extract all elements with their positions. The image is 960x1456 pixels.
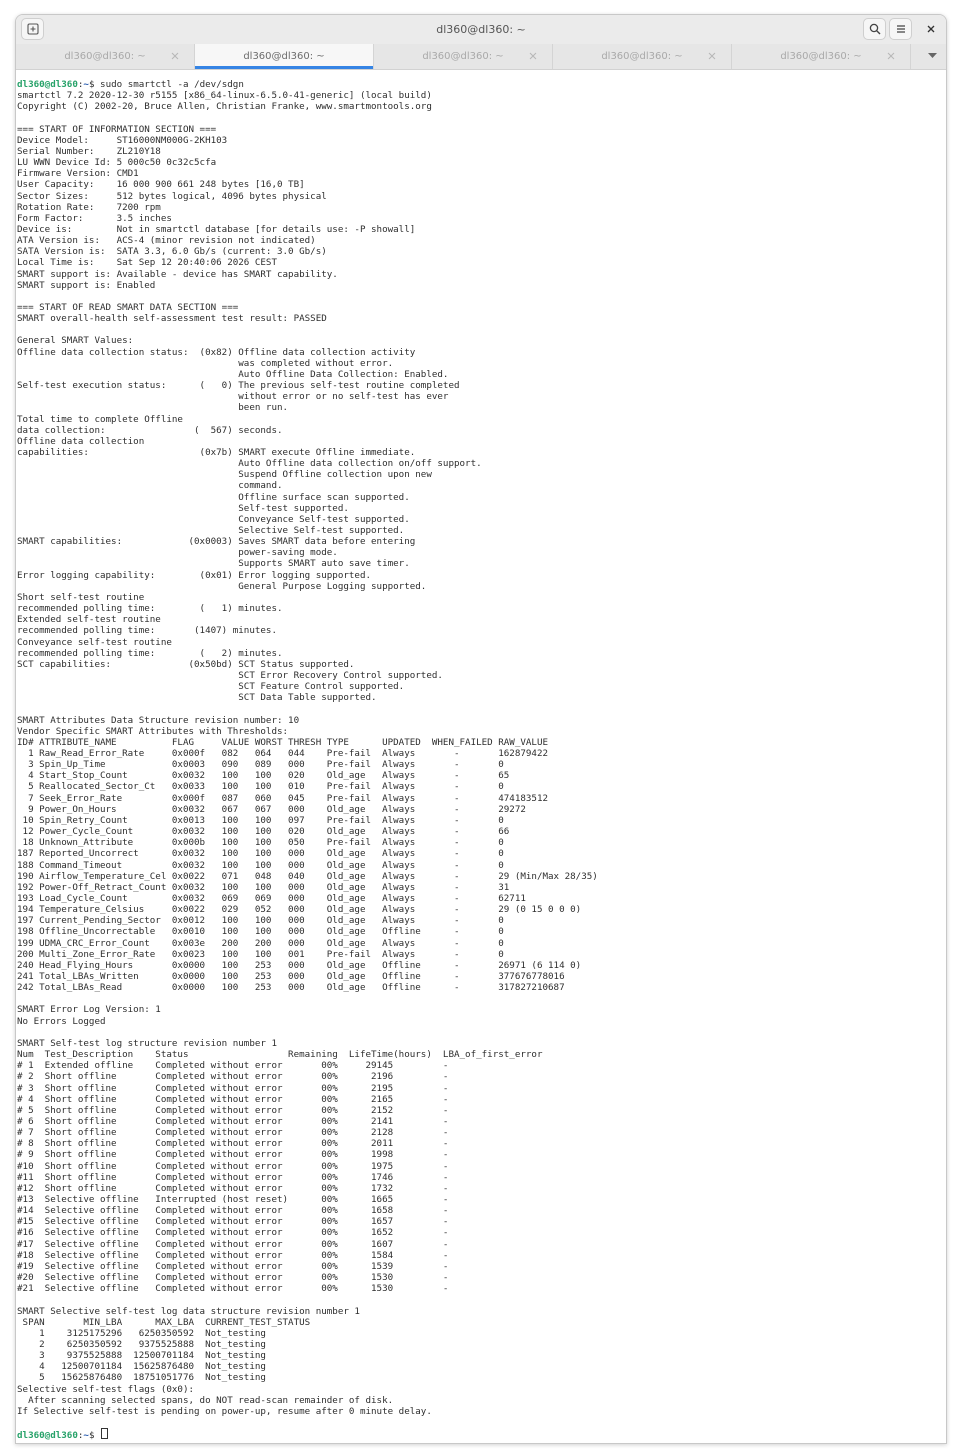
tab-4[interactable] <box>553 44 732 69</box>
terminal-line: Auto Offline Data Collection: Enabled. <box>17 368 449 380</box>
terminal-line: 242 Total_LBAs_Read 0x0000 100 253 000 Old_age Offline - 317827210687 <box>17 982 565 994</box>
terminal-line: data collection: ( 567) seconds. <box>17 424 283 436</box>
terminal-line: General SMART Values: <box>17 335 134 347</box>
terminal-line: Firmware Version: CMD1 <box>17 168 139 180</box>
chevron-down-icon <box>928 53 937 59</box>
terminal-line: Serial Number: ZL210Y18 <box>17 145 161 157</box>
tab-label: dl360@dl360: ~ <box>601 51 683 62</box>
terminal-line: 187 Reported_Uncorrect 0x0032 100 100 000 Old_age Always - 0 <box>17 848 504 860</box>
terminal-line: SPAN MIN_LBA MAX_LBA CURRENT_TEST_STATUS <box>17 1316 311 1328</box>
terminal-line: # 2 Short offline Completed without error 00% 2196 - <box>17 1071 449 1083</box>
terminal-line: LU WWN Device Id: 5 000c50 0c32c5cfa <box>17 157 217 169</box>
terminal-line: 240 Head_Flying_Hours 0x0000 100 253 000 Old_age Offline - 26971 (6 114 0) <box>17 959 582 971</box>
prompt-symbol: $ <box>88 79 101 90</box>
terminal-line: # 5 Short offline Completed without error 00% 2152 - <box>17 1104 449 1116</box>
terminal-line: 9 Power_On_Hours 0x0032 067 067 000 Old_age Always - 29272 <box>17 803 526 815</box>
terminal-line: SCT Feature Control supported. <box>17 681 405 693</box>
terminal-line: 18 Unknown_Attribute 0x000b 100 100 050 Pre-fail Always - 0 <box>17 837 504 849</box>
prompt-separator: : <box>77 79 84 90</box>
terminal-line: #16 Selective offline Completed without error 00% 1652 - <box>17 1227 449 1239</box>
terminal-line: Conveyance self-test routine <box>17 636 172 648</box>
terminal-line: SMART support is: Available - device has SMART capability. <box>17 268 338 280</box>
terminal-line: SCT capabilities: (0x50bd) SCT Status supported. <box>17 658 355 670</box>
terminal-line: 1 3125175296 6250350592 Not_testing <box>17 1327 266 1339</box>
terminal-line: 194 Temperature_Celsius 0x0022 029 052 000 Old_age Always - 29 (0 15 0 0 0) <box>17 904 582 916</box>
terminal-line: #13 Selective offline Interrupted (host reset) 00% 1665 - <box>17 1194 449 1205</box>
terminal-line: # 3 Short offline Completed without error 00% 2195 - <box>17 1082 449 1094</box>
terminal-line: Rotation Rate: 7200 rpm <box>17 201 161 213</box>
terminal-line: Form Factor: 3.5 inches <box>17 212 172 224</box>
terminal-line: #20 Selective offline Completed without error 00% 1530 - <box>17 1272 449 1284</box>
terminal-line: Offline surface scan supported. <box>17 491 410 503</box>
terminal-line: #17 Selective offline Completed without error 00% 1607 - <box>17 1238 449 1250</box>
terminal-line: No Errors Logged <box>17 1015 106 1027</box>
tab-close-icon[interactable] <box>170 51 180 61</box>
tab-label: dl360@dl360: ~ <box>422 51 504 62</box>
terminal-line: Num Test_Description Status Remaining LifeTime(hours) LBA_of_first_error <box>17 1049 543 1061</box>
terminal-line: 1 Raw_Read_Error_Rate 0x000f 082 064 044 Pre-fail Always - 162879422 <box>17 748 549 759</box>
hamburger-menu-icon <box>895 23 907 35</box>
terminal-line: #12 Short offline Completed without error 00% 1732 - <box>17 1182 449 1194</box>
terminal-line: SCT Data Table supported. <box>17 692 377 704</box>
terminal-line: 241 Total_LBAs_Written 0x0000 100 253 000 Old_age Offline - 377676778016 <box>17 971 565 982</box>
terminal-line: SMART overall-health self-assessment test result: PASSED <box>17 313 327 325</box>
terminal-line: If Selective self-test is pending on power-up, resume after 0 minute delay. <box>17 1405 432 1417</box>
terminal-line: #19 Selective offline Completed without error 00% 1539 - <box>17 1260 449 1272</box>
terminal-line: recommended polling time: ( 2) minutes. <box>17 647 283 659</box>
terminal-line: #15 Selective offline Completed without error 00% 1657 - <box>17 1216 449 1228</box>
terminal-line: === START OF INFORMATION SECTION === <box>17 123 217 135</box>
terminal-line: # 7 Short offline Completed without error 00% 2128 - <box>17 1127 449 1139</box>
search-button[interactable] <box>863 18 886 40</box>
menu-button[interactable] <box>889 18 912 40</box>
terminal-line: recommended polling time: ( 1) minutes. <box>17 603 283 615</box>
terminal-line: 7 Seek_Error_Rate 0x000f 087 060 045 Pre-fail Always - 474183512 <box>17 792 549 804</box>
tab-list-button[interactable] <box>922 46 942 66</box>
terminal-line: 4 12500701184 15625876480 Not_testing <box>17 1361 266 1373</box>
text-cursor <box>101 1428 108 1439</box>
terminal-line: Supports SMART auto save timer. <box>17 558 410 570</box>
terminal-line: Copyright (C) 2002-20, Bruce Allen, Christian Franke, www.smartmontools.org <box>17 101 432 113</box>
terminal-line: #11 Short offline Completed without error 00% 1746 - <box>17 1171 449 1183</box>
search-icon <box>869 23 881 35</box>
terminal-line: #14 Selective offline Completed without error 00% 1658 - <box>17 1205 449 1217</box>
terminal-line: 12 Power_Cycle_Count 0x0032 100 100 020 Old_age Always - 66 <box>17 826 510 838</box>
title-bar <box>16 15 946 45</box>
terminal-line: 5 15625876480 18751051776 Not_testing <box>17 1372 266 1384</box>
terminal-line: 3 Spin_Up_Time 0x0003 090 089 000 Pre-fail Always - 0 <box>17 759 504 771</box>
terminal-output[interactable] <box>16 79 940 1443</box>
terminal-line: SMART capabilities: (0x0003) Saves SMART data before entering <box>17 536 416 548</box>
prompt-path: ~ <box>83 1430 89 1442</box>
terminal-line: ID# ATTRIBUTE_NAME FLAG VALUE WORST THRESH TYPE UPDATED WHEN_FAILED RAW_VALUE <box>17 736 549 748</box>
terminal-line: SMART Selective self-test log data structure revision number 1 <box>17 1305 360 1317</box>
terminal-line: Self-test execution status: ( 0) The previous self-test routine completed <box>17 380 460 392</box>
prompt-user-host: dl360@dl360 <box>17 79 78 90</box>
terminal-line: 10 Spin_Retry_Count 0x0013 100 100 097 Pre-fail Always - 0 <box>17 814 504 826</box>
terminal-line: Self-test supported. <box>17 502 349 514</box>
tab-5[interactable] <box>732 44 911 69</box>
terminal-line: 199 UDMA_CRC_Error_Count 0x003e 200 200 000 Old_age Always - 0 <box>17 937 504 949</box>
terminal-line: General Purpose Logging supported. <box>17 580 427 592</box>
terminal-line: command. <box>17 480 283 492</box>
terminal-line: After scanning selected spans, do NOT read-scan remainder of disk. <box>17 1394 394 1406</box>
terminal-line: 190 Airflow_Temperature_Cel 0x0022 071 048 040 Old_age Always - 29 (Min/Max 28/35) <box>17 870 598 882</box>
tab-close-icon[interactable] <box>528 51 538 61</box>
terminal-line: power-saving mode. <box>17 547 338 559</box>
terminal-line: SMART support is: Enabled <box>17 279 156 291</box>
command-line <box>17 79 244 90</box>
terminal-window <box>15 14 947 1444</box>
tab-close-icon[interactable] <box>886 51 896 61</box>
terminal-line: Suspend Offline collection upon new <box>17 469 432 481</box>
active-tab-indicator <box>195 66 373 69</box>
tab-bar <box>16 44 946 70</box>
terminal-line: Short self-test routine <box>17 591 145 603</box>
terminal-line: Auto Offline data collection on/off support. <box>17 458 482 470</box>
terminal-line: 5 Reallocated_Sector_Ct 0x0033 100 100 010 Pre-fail Always - 0 <box>17 781 504 793</box>
terminal-line: Selective self-test flags (0x0): <box>17 1383 195 1395</box>
tab-label: dl360@dl360: ~ <box>243 51 325 62</box>
terminal-line: Vendor Specific SMART Attributes with Thresholds: <box>17 725 289 737</box>
terminal-line: 198 Offline_Uncorrectable 0x0010 100 100 000 Old_age Offline - 0 <box>17 926 504 938</box>
terminal-line: SMART Self-test log structure revision number 1 <box>17 1037 277 1049</box>
terminal-line: 192 Power-Off_Retract_Count 0x0032 100 100 000 Old_age Always - 31 <box>17 881 510 893</box>
terminal-line: # 4 Short offline Completed without error 00% 2165 - <box>17 1093 449 1105</box>
terminal-line: #18 Selective offline Completed without error 00% 1584 - <box>17 1249 449 1261</box>
terminal-line: recommended polling time: (1407) minutes. <box>17 625 277 637</box>
terminal-line: SATA Version is: SATA 3.3, 6.0 Gb/s (current: 3.0 Gb/s) <box>17 246 327 258</box>
tab-label: dl360@dl360: ~ <box>64 51 146 62</box>
terminal-line: 197 Current_Pending_Sector 0x0012 100 100 000 Old_age Always - 0 <box>17 915 504 927</box>
terminal-line: Device Model: ST16000NM000G-2KH103 <box>17 134 228 146</box>
terminal-line: Total time to complete Offline <box>17 413 183 425</box>
tab-2[interactable] <box>195 44 374 69</box>
terminal-line: # 1 Extended offline Completed without error 00% 29145 - <box>17 1060 449 1072</box>
terminal-line: Conveyance Self-test supported. <box>17 513 410 525</box>
prompt-symbol: $ <box>88 1430 101 1442</box>
window-title: dl360@dl360: ~ <box>436 23 526 36</box>
prompt-path: ~ <box>83 79 89 90</box>
terminal-line: SCT Error Recovery Control supported. <box>17 669 443 681</box>
terminal-line: ATA Version is: ACS-4 (minor revision not indicated) <box>17 235 316 247</box>
terminal-line: Sector Sizes: 512 bytes logical, 4096 bytes physical <box>17 190 327 202</box>
terminal-line: Local Time is: Sat Sep 12 20:40:06 2026 CEST <box>17 257 277 269</box>
terminal-line: 188 Command_Timeout 0x0032 100 100 000 Old_age Always - 0 <box>17 859 504 871</box>
terminal-line: Offline data collection <box>17 435 145 447</box>
terminal-line: #10 Short offline Completed without error 00% 1975 - <box>17 1160 449 1172</box>
terminal-line: # 6 Short offline Completed without error 00% 2141 - <box>17 1115 449 1127</box>
terminal-line: been run. <box>17 402 289 414</box>
prompt-user-host: dl360@dl360 <box>17 1430 78 1442</box>
terminal-line: Error logging capability: (0x01) Error logging supported. <box>17 569 372 581</box>
terminal-line: SMART Attributes Data Structure revision number: 10 <box>17 714 300 726</box>
tab-close-icon[interactable] <box>707 51 717 61</box>
active-prompt-line[interactable] <box>17 1428 108 1442</box>
terminal-line: capabilities: (0x7b) SMART execute Offline immediate. <box>17 446 416 458</box>
terminal-line: SMART Error Log Version: 1 <box>17 1004 161 1016</box>
terminal-line: === START OF READ SMART DATA SECTION === <box>17 302 239 313</box>
terminal-line: smartctl 7.2 2020-12-30 r5155 [x86_64-linux-6.5.0-41-generic] (local build) <box>17 90 432 102</box>
terminal-line: # 8 Short offline Completed without error 00% 2011 - <box>17 1138 449 1150</box>
terminal-line: Device is: Not in smartctl database [for details use: -P showall] <box>17 223 416 235</box>
window-close-button[interactable] <box>922 20 940 38</box>
terminal-line: Selective Self-test supported. <box>17 525 405 536</box>
terminal-line: 4 Start_Stop_Count 0x0032 100 100 020 Old_age Always - 65 <box>17 770 510 782</box>
terminal-line: was completed without error. <box>17 357 394 369</box>
prompt-separator: : <box>77 1430 84 1442</box>
terminal-line: User Capacity: 16 000 900 661 248 bytes [16,0 TB] <box>17 179 305 191</box>
terminal-line: 200 Multi_Zone_Error_Rate 0x0023 100 100 001 Pre-fail Always - 0 <box>17 948 504 960</box>
close-icon <box>926 24 936 34</box>
terminal-line: # 9 Short offline Completed without error 00% 1998 - <box>17 1149 449 1161</box>
terminal-line: Extended self-test routine <box>17 614 161 626</box>
tab-3[interactable] <box>374 44 553 69</box>
terminal-line: Offline data collection status: (0x82) Offline data collection activity <box>17 346 416 358</box>
terminal-line: 193 Load_Cycle_Count 0x0032 069 069 000 Old_age Always - 62711 <box>17 892 526 904</box>
command-text: sudo smartctl -a /dev/sdgn <box>100 79 244 90</box>
terminal-line: #21 Selective offline Completed without error 00% 1530 - <box>17 1283 449 1295</box>
terminal-line: 3 9375525888 12500701184 Not_testing <box>17 1350 266 1362</box>
tab-1[interactable] <box>16 44 195 69</box>
terminal-line: without error or no self-test has ever <box>17 391 449 403</box>
tab-label: dl360@dl360: ~ <box>780 51 862 62</box>
terminal-line: 2 6250350592 9375525888 Not_testing <box>17 1338 266 1350</box>
